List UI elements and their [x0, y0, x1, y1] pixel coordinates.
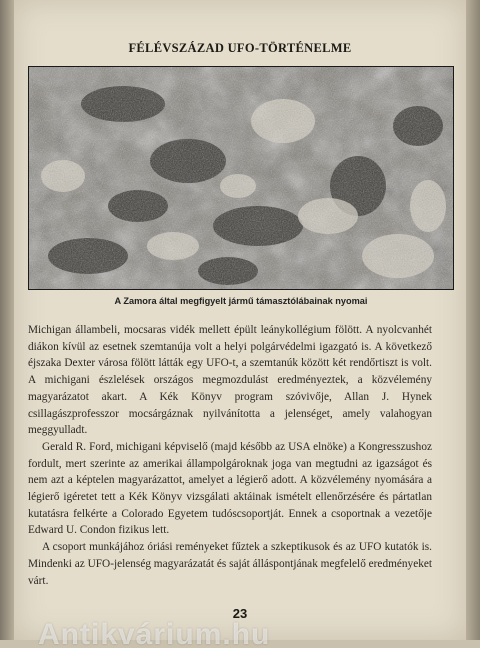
- paragraph: Gerald R. Ford, michigani képviselő (majd később az USA elnöke) a Kongresszushoz fordult, mert szerinte az amerikai állampolgároknak joga van megtudni az igazságot és nem azt a képtelen magyarázattot, amelyet a légierő adott. A közvélemény nyomására a légierő igéretet tett a Kék Könyv vizsgálati aktáinak ismételt ellenőrzésére és pártatlan kutatásra felkérte a Colorado Egyetem tudóscsoportját. Ennek a csoportnak a vezetője Edward U. Condon fizikus lett.: [28, 440, 432, 537]
- left-page-edge: [0, 0, 14, 640]
- running-head: FÉLÉVSZÁZAD UFO-TÖRTÉNELME: [128, 41, 352, 55]
- right-page-edge: [466, 0, 480, 640]
- paragraph: A csoport munkájához óriási reményeket fűztek a szkeptikusok és az UFO kutatók is. Mindenki az UFO-jelenség magyarázatát és saját álláspontjának megfelelő eredményeket várt.: [28, 541, 433, 587]
- page-number: 23: [232, 606, 248, 621]
- article-body: [28, 322, 432, 589]
- photo-landing-traces: [28, 66, 454, 290]
- paragraph: Michigan állambeli, mocsaras vidék mellett épült leánykollégium fölött. A nyolcvanhét diákon kívül az esetnek szemtanúja volt a helyi polgárvédelmi igazgató is. A következő éjszaka Dexter városa fölött látták egy UFO-t, a szemtanúk között két rendőrtiszt is volt. A michigani észlelések országos megmozdulást eredményeztek, a közvélemény magyarázatot akart. A Kék Könyv program szóvivője, Allan J. Hynek csillagászprofesszor mocsárgáznak nyilvánította a jelenséget, amely valahogyan meggyulladt.: [28, 324, 432, 437]
- photo-caption: A Zamora által megfigyelt jármű támasztólábainak nyomai: [114, 296, 368, 306]
- watermark-logo: Antikvárium.hu: [38, 618, 271, 648]
